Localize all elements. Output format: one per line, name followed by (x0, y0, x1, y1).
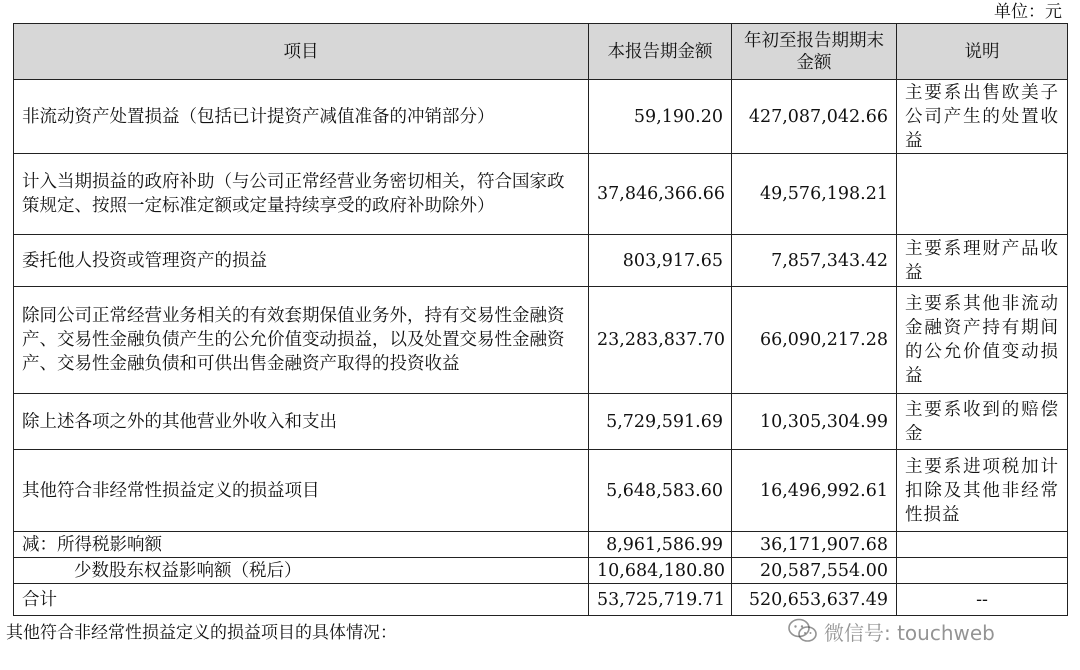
row-note: -- (897, 584, 1068, 616)
row-item: 合计 (14, 584, 589, 616)
row-item: 除同公司正常经营业务相关的有效套期保值业务外，持有交易性金融资产、交易性金融负债产生的公允价值变动损益，以及处置交易性金融资产、交易性金融负债和可供出售金融资产取得的投资收益 (14, 287, 589, 394)
row-note: 主要系其他非流动金融资产持有期间的公允价值变动损益 (897, 287, 1068, 394)
table-row (14, 80, 1068, 154)
row-item: 计入当期损益的政府补助（与公司正常经营业务密切相关，符合国家政策规定、按照一定标准定额或定量持续享受的政府补助除外） (14, 154, 589, 235)
row-item: 委托他人投资或管理资产的损益 (14, 235, 589, 287)
row-ytd: 10,305,304.99 (732, 394, 897, 450)
row-item: 少数股东权益影响额（税后） (14, 558, 589, 584)
wechat-icon (788, 618, 818, 644)
table-row (14, 394, 1068, 450)
table-row (14, 532, 1068, 558)
table-row (14, 154, 1068, 235)
row-current: 5,729,591.69 (589, 394, 732, 450)
row-item: 其他符合非经常性损益定义的损益项目 (14, 450, 589, 532)
row-current: 37,846,366.66 (589, 154, 732, 235)
row-ytd: 16,496,992.61 (732, 450, 897, 532)
row-current: 10,684,180.80 (589, 558, 732, 584)
row-current: 59,190.20 (589, 80, 732, 154)
watermark (788, 613, 995, 649)
row-note (897, 532, 1068, 558)
table-row (14, 450, 1068, 532)
row-item: 减：所得税影响额 (14, 532, 589, 558)
header-row (14, 24, 1068, 80)
row-item: 除上述各项之外的其他营业外收入和支出 (14, 394, 589, 450)
row-note: 主要系收到的赔偿金 (897, 394, 1068, 450)
row-note: 主要系出售欧美子公司产生的处置收益 (897, 80, 1068, 154)
row-ytd: 36,171,907.68 (732, 532, 897, 558)
watermark-text: 微信号: touchweb (824, 620, 995, 645)
header-ytd: 年初至报告期期末金额 (732, 24, 897, 80)
row-ytd: 520,653,637.49 (732, 584, 897, 616)
row-current: 803,917.65 (589, 235, 732, 287)
row-note: 主要系理财产品收益 (897, 235, 1068, 287)
row-ytd: 49,576,198.21 (732, 154, 897, 235)
row-current: 8,961,586.99 (589, 532, 732, 558)
row-ytd: 427,087,042.66 (732, 80, 897, 154)
non-recurring-gains-table (13, 23, 1068, 616)
table-row (14, 235, 1068, 287)
header-note: 说明 (897, 24, 1068, 80)
header-item: 项目 (14, 24, 589, 80)
total-row (14, 584, 1068, 616)
row-note (897, 154, 1068, 235)
row-current: 53,725,719.71 (589, 584, 732, 616)
row-ytd: 66,090,217.28 (732, 287, 897, 394)
row-current: 5,648,583.60 (589, 450, 732, 532)
unit-label: 单位：元 (994, 2, 1062, 22)
row-ytd: 20,587,554.00 (732, 558, 897, 584)
row-note: 主要系进项税加计扣除及其他非经常性损益 (897, 450, 1068, 532)
table-row (14, 558, 1068, 584)
header-current-period: 本报告期金额 (589, 24, 732, 80)
table-row (14, 287, 1068, 394)
row-item: 非流动资产处置损益（包括已计提资产减值准备的冲销部分） (14, 80, 589, 154)
row-current: 23,283,837.70 (589, 287, 732, 394)
row-note (897, 558, 1068, 584)
row-ytd: 7,857,343.42 (732, 235, 897, 287)
footer-text: 其他符合非经常性损益定义的损益项目的具体情况： (6, 623, 397, 643)
